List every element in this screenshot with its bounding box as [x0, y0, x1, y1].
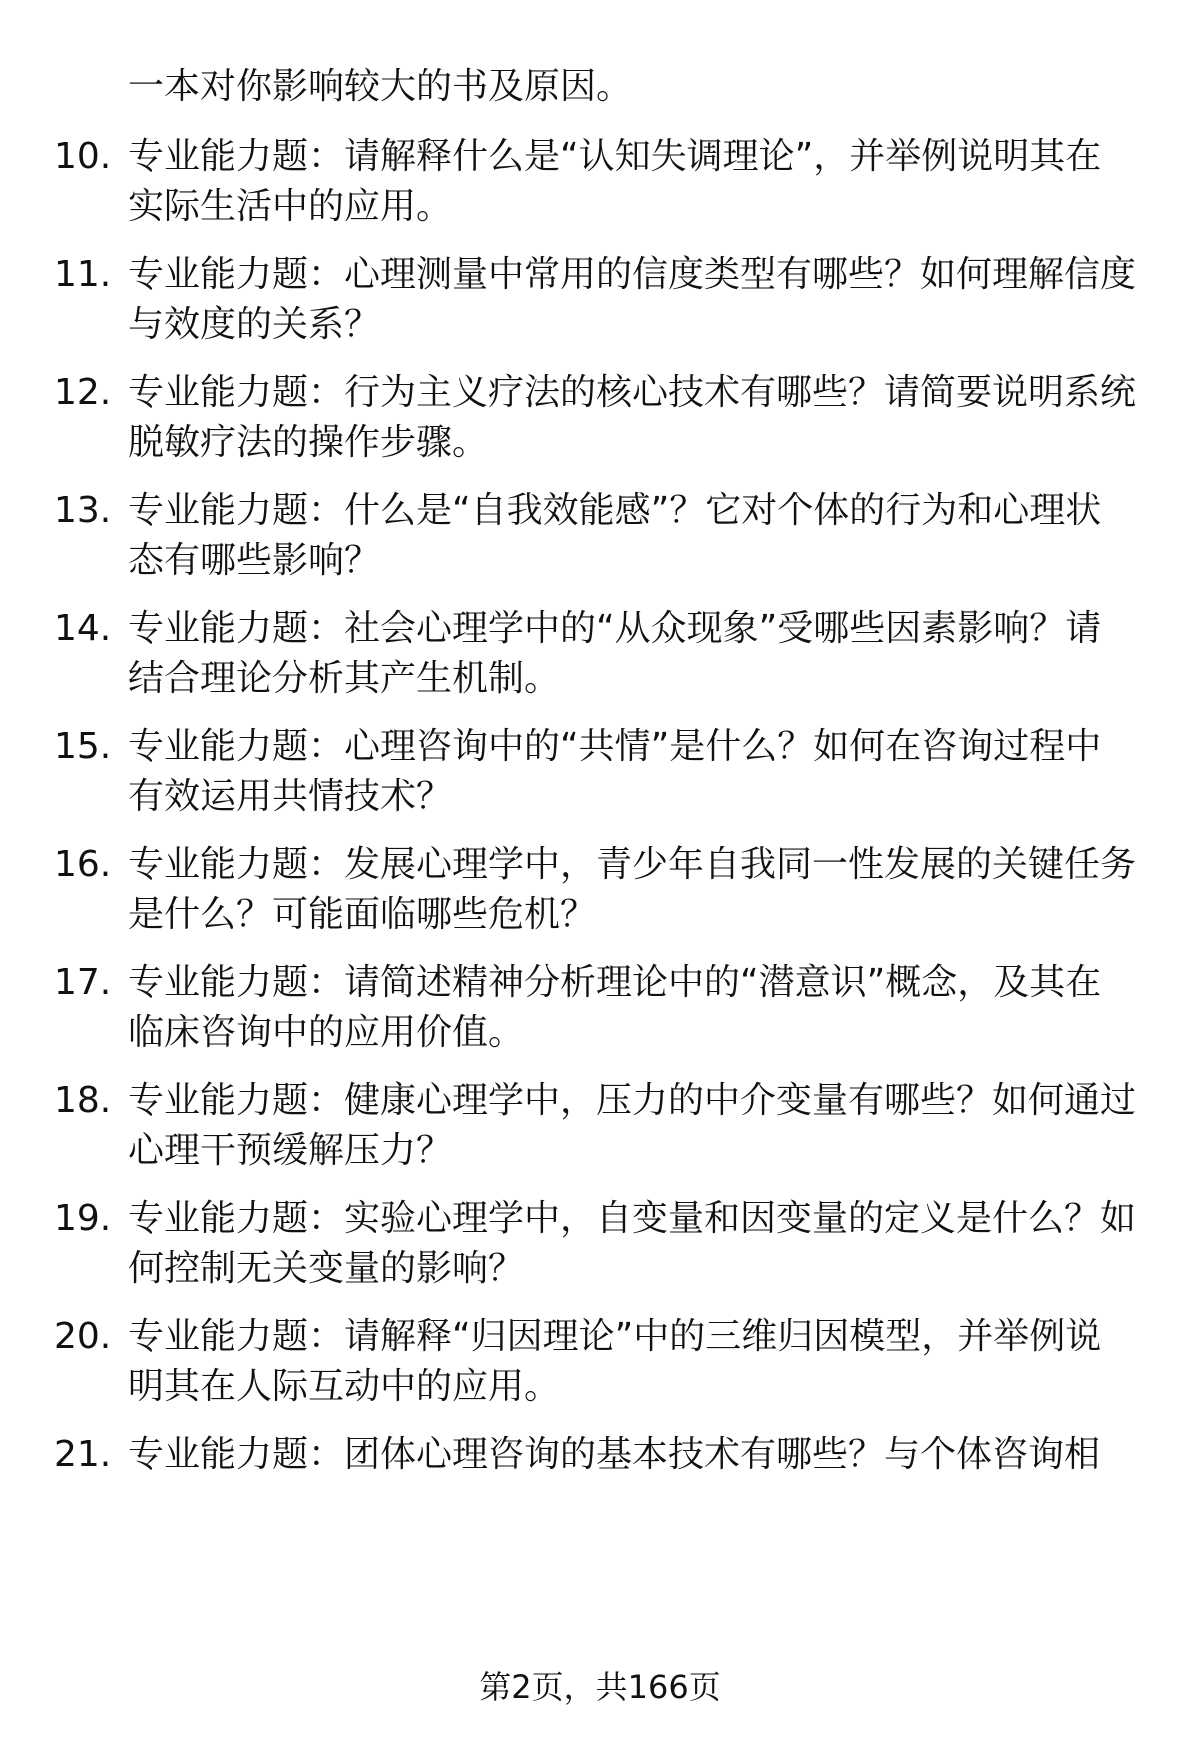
question-number: 12. — [54, 372, 112, 413]
question-number: 16. — [54, 844, 112, 885]
question-number: 20. — [54, 1316, 112, 1357]
question-text-line: 是什么？可能面临哪些危机？ — [128, 894, 597, 935]
question-number: 21. — [54, 1434, 112, 1475]
question-text-line: 明其在人际互动中的应用。 — [128, 1366, 561, 1407]
question-text-line: 专业能力题：健康心理学中，压力的中介变量有哪些？如何通过 — [128, 1080, 1137, 1121]
question-text-line: 专业能力题：心理测量中常用的信度类型有哪些？如何理解信度 — [128, 254, 1137, 295]
question-number: 19. — [54, 1198, 112, 1239]
question-text-line: 心理干预缓解压力？ — [128, 1130, 453, 1171]
question-text-line: 临床咨询中的应用价值。 — [128, 1012, 525, 1053]
question-number: 14. — [54, 608, 112, 649]
question-text-line: 专业能力题：请解释什么是“认知失调理论”，并举例说明其在 — [128, 136, 1102, 177]
question-text-line: 专业能力题：请简述精神分析理论中的“潜意识”概念，及其在 — [128, 962, 1102, 1003]
page-footer: 第2页，共166页 — [479, 1668, 721, 1706]
question-text-line: 态有哪些影响？ — [128, 540, 381, 581]
question-text-line: 专业能力题：什么是“自我效能感”？它对个体的行为和心理状 — [128, 490, 1102, 531]
question-text-line: 专业能力题：社会心理学中的“从众现象”受哪些因素影响？请 — [128, 608, 1102, 649]
question-text-line: 专业能力题：请解释“归因理论”中的三维归因模型，并举例说 — [128, 1316, 1102, 1357]
question-text-line: 专业能力题：心理咨询中的“共情”是什么？如何在咨询过程中 — [128, 726, 1102, 767]
question-number: 17. — [54, 962, 112, 1003]
question-number: 11. — [54, 254, 112, 295]
question-text-line: 实际生活中的应用。 — [128, 186, 453, 227]
question-text-line: 专业能力题：行为主义疗法的核心技术有哪些？请简要说明系统 — [128, 372, 1137, 413]
question-text-line: 专业能力题：实验心理学中，自变量和因变量的定义是什么？如 — [128, 1198, 1137, 1239]
question-number: 13. — [54, 490, 112, 531]
question-text-line: 何控制无关变量的影响？ — [128, 1248, 525, 1289]
continued-question-text: 一本对你影响较大的书及原因。 — [128, 66, 633, 107]
question-text-line: 结合理论分析其产生机制。 — [128, 658, 561, 699]
question-text-line: 专业能力题：团体心理咨询的基本技术有哪些？与个体咨询相 — [128, 1434, 1101, 1475]
question-number: 10. — [54, 136, 112, 177]
question-number: 18. — [54, 1080, 112, 1121]
question-text-line: 专业能力题：发展心理学中，青少年自我同一性发展的关键任务 — [128, 844, 1137, 885]
question-text-line: 有效运用共情技术？ — [128, 776, 453, 817]
question-text-line: 脱敏疗法的操作步骤。 — [128, 422, 489, 463]
question-text-line: 与效度的关系？ — [128, 304, 381, 345]
question-number: 15. — [54, 726, 112, 767]
